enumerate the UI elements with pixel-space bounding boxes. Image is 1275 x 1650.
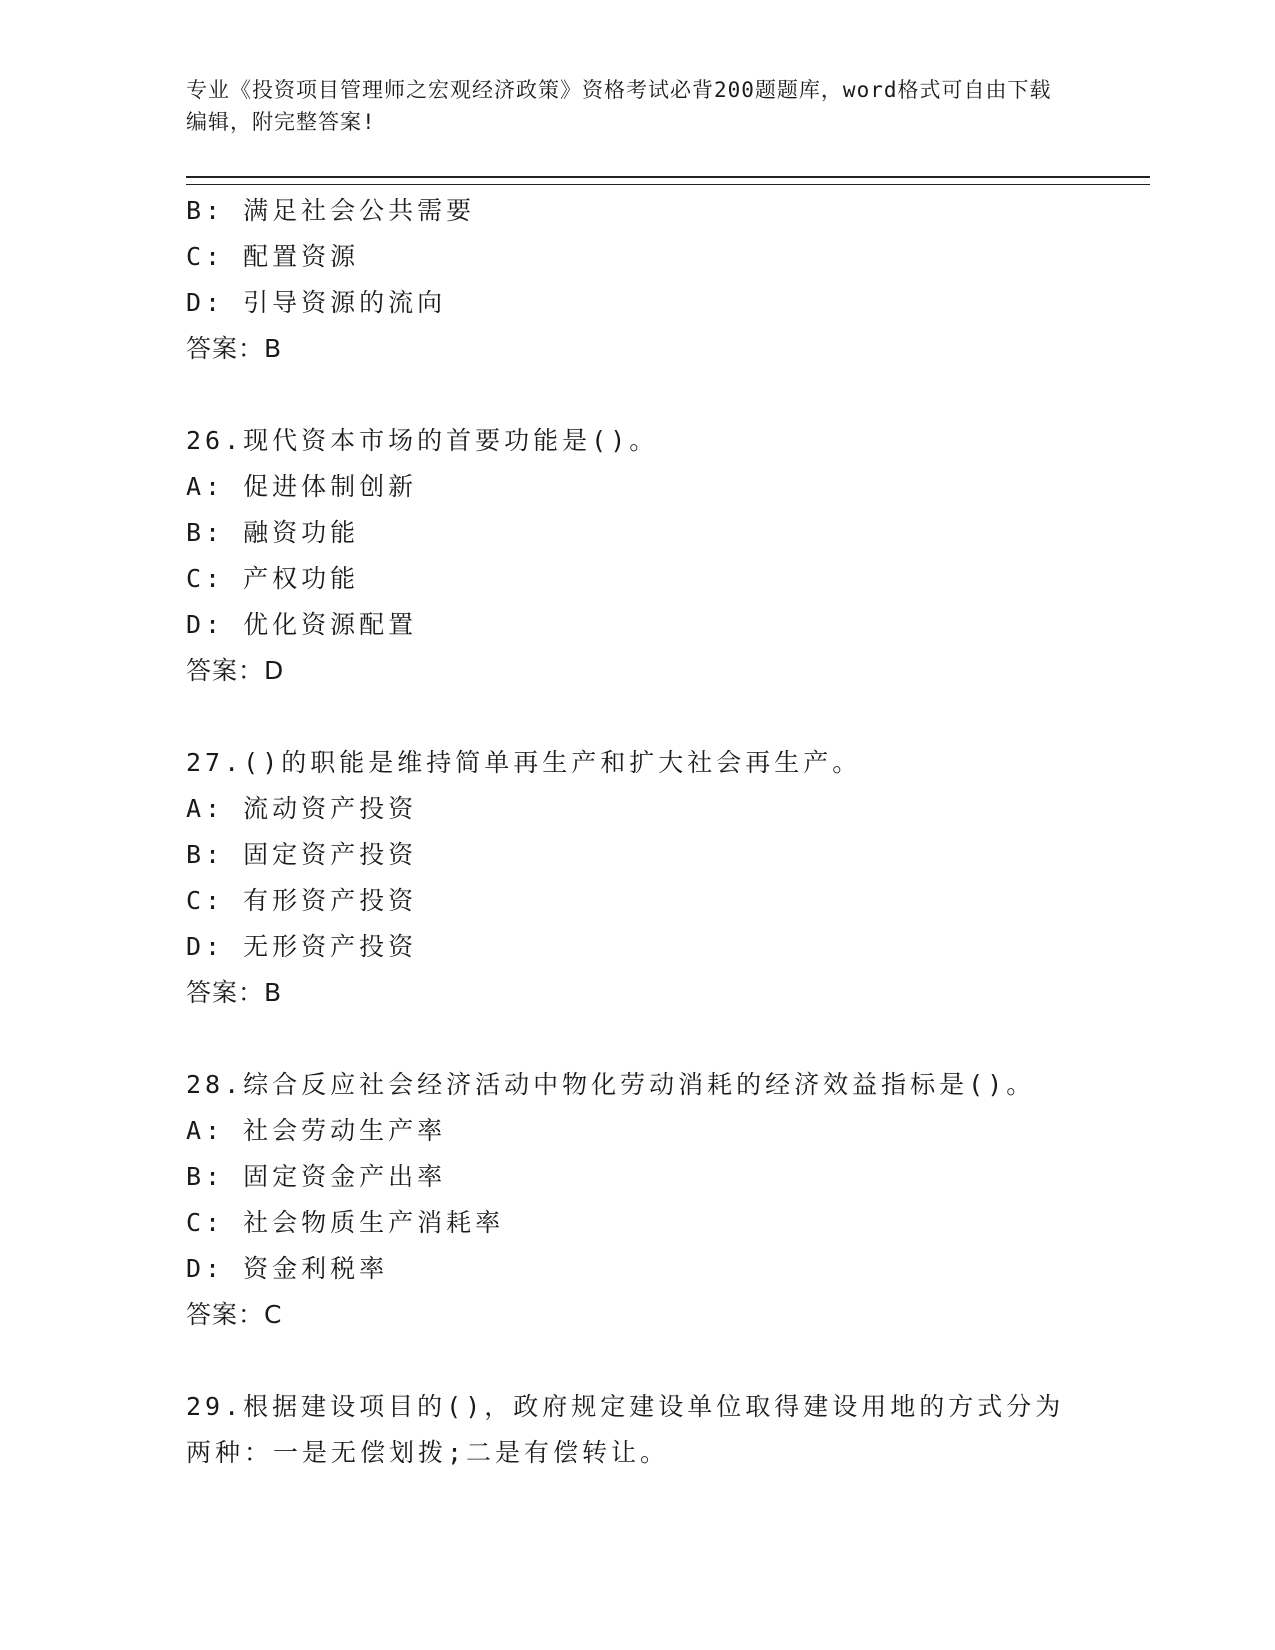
question-list [186,188,1086,1476]
question-29 [186,1384,1086,1476]
question-stem: 26.现代资本市场的首要功能是()。 [186,426,659,455]
option-c: C: 社会物质生产消耗率 [186,1208,505,1237]
answer-line: 答案：C [186,1300,283,1329]
partial-question [186,188,1086,372]
option-b: B: 固定资金产出率 [186,1162,447,1191]
option-d: D: 资金利税率 [186,1254,389,1283]
option-a: A: 促进体制创新 [186,472,418,501]
answer-line: 答案：B [186,334,283,363]
option-b: B: 满足社会公共需要 [186,196,476,225]
question-stem: 27.()的职能是维持简单再生产和扩大社会再生产。 [186,748,862,777]
answer-line: 答案：D [186,656,285,685]
page-header [186,74,1066,138]
option-d: D: 引导资源的流向 [186,288,447,317]
question-stem: 28.综合反应社会经济活动中物化劳动消耗的经济效益指标是()。 [186,1070,1036,1099]
answer-line: 答案：B [186,978,283,1007]
question-27 [186,740,1086,1016]
option-c: C: 配置资源 [186,242,360,271]
question-stem: 29.根据建设项目的()，政府规定建设单位取得建设用地的方式分为两种：一是无偿划拨;二是有偿转让。 [186,1392,1065,1467]
option-d: D: 无形资产投资 [186,932,418,961]
header-divider [186,176,1150,185]
option-b: B: 固定资产投资 [186,840,418,869]
option-c: C: 产权功能 [186,564,360,593]
document-title: 专业《投资项目管理师之宏观经济政策》资格考试必背200题题库，word格式可自由下载编辑，附完整答案! [186,78,1052,134]
option-b: B: 融资功能 [186,518,360,547]
question-28 [186,1062,1086,1338]
option-c: C: 有形资产投资 [186,886,418,915]
option-a: A: 社会劳动生产率 [186,1116,447,1145]
question-26 [186,418,1086,694]
option-d: D: 优化资源配置 [186,610,418,639]
option-a: A: 流动资产投资 [186,794,418,823]
